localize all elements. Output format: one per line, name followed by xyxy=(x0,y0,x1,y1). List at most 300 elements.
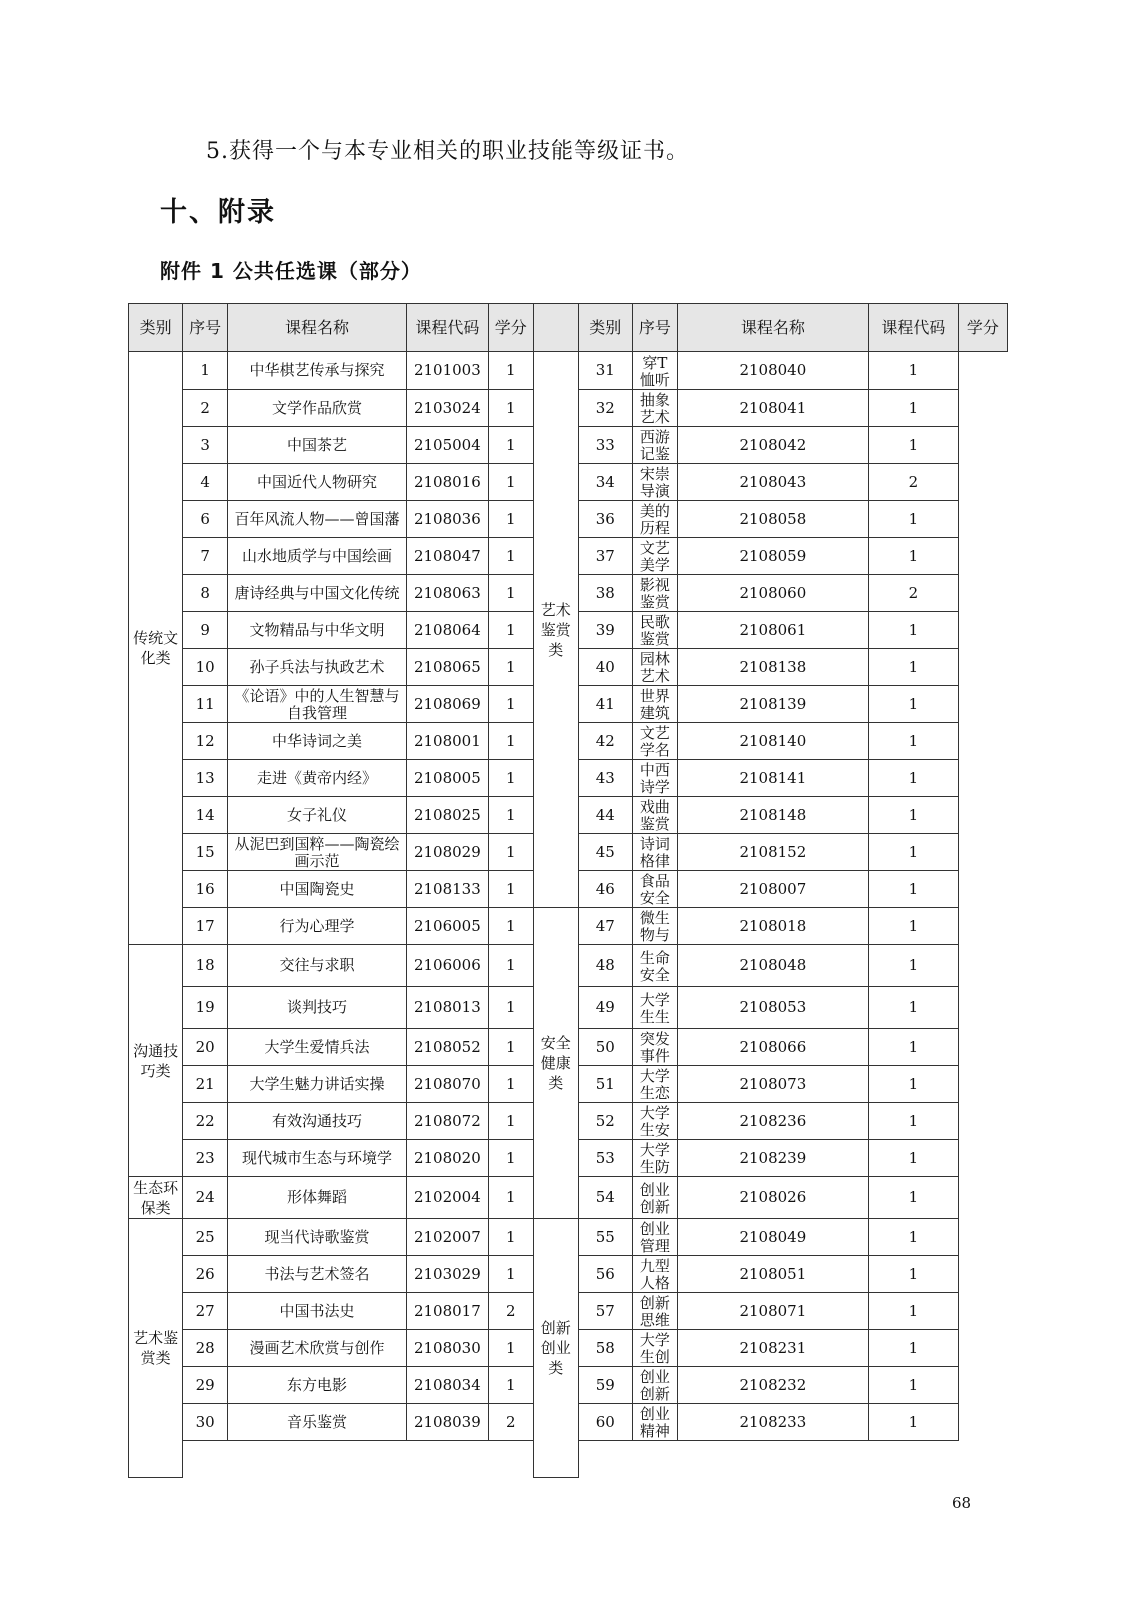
right-credit: 1 xyxy=(868,390,958,427)
right-course-code: 2108231 xyxy=(677,1330,868,1367)
left-course-name xyxy=(228,1103,407,1140)
right-course-code: 2108043 xyxy=(677,464,868,501)
left-course-code: 2108036 xyxy=(406,501,488,538)
elective-course-table xyxy=(128,303,1008,1478)
left-course-name xyxy=(228,1219,407,1256)
right-course-code: 2108066 xyxy=(677,1029,868,1066)
right-credit: 1 xyxy=(868,723,958,760)
left-number: 26 xyxy=(183,1256,228,1293)
left-number: 27 xyxy=(183,1293,228,1330)
right-course-name-text: 微生物与 xyxy=(639,910,670,942)
right-course-name-text: 大学生恋 xyxy=(639,1068,670,1100)
left-course-code: 2103024 xyxy=(406,390,488,427)
right-course-name xyxy=(632,1293,677,1330)
left-credit: 2 xyxy=(488,1404,533,1441)
right-credit: 1 xyxy=(868,1103,958,1140)
right-course-name xyxy=(632,1256,677,1293)
right-course-code: 2108041 xyxy=(677,390,868,427)
left-course-name-text: 唐诗经典与中国文化传统 xyxy=(234,584,400,602)
header-course-name-left: 课程名称 xyxy=(228,304,407,352)
right-credit: 1 xyxy=(868,1066,958,1103)
right-number: 56 xyxy=(578,1256,632,1293)
right-number: 52 xyxy=(578,1103,632,1140)
left-credit: 1 xyxy=(488,1367,533,1404)
right-course-code: 2108026 xyxy=(677,1177,868,1219)
right-number: 41 xyxy=(578,686,632,723)
left-credit: 1 xyxy=(488,1177,533,1219)
left-number: 18 xyxy=(183,945,228,987)
left-number: 16 xyxy=(183,871,228,908)
right-credit: 1 xyxy=(868,1177,958,1219)
left-credit: 1 xyxy=(488,390,533,427)
right-number: 31 xyxy=(578,352,632,390)
right-number: 50 xyxy=(578,1029,632,1066)
left-course-code: 2108017 xyxy=(406,1293,488,1330)
right-credit: 1 xyxy=(868,427,958,464)
right-credit: 1 xyxy=(868,797,958,834)
left-course-name xyxy=(228,686,407,723)
right-credit: 1 xyxy=(868,612,958,649)
left-course-name xyxy=(228,1404,407,1441)
right-course-name xyxy=(632,1103,677,1140)
right-course-code: 2108233 xyxy=(677,1404,868,1441)
left-number: 4 xyxy=(183,464,228,501)
right-course-name xyxy=(632,1330,677,1367)
left-course-name-text: 漫画艺术欣赏与创作 xyxy=(249,1339,385,1357)
right-course-code: 2108048 xyxy=(677,945,868,987)
right-number: 40 xyxy=(578,649,632,686)
left-course-name-text: 中华诗词之美 xyxy=(272,732,363,750)
right-course-name xyxy=(632,649,677,686)
right-course-code: 2108061 xyxy=(677,612,868,649)
left-course-code: 2108005 xyxy=(406,760,488,797)
right-course-code: 2108141 xyxy=(677,760,868,797)
right-credit: 1 xyxy=(868,987,958,1029)
right-course-code: 2108053 xyxy=(677,987,868,1029)
left-course-name-text: 现代城市生态与环境学 xyxy=(242,1149,393,1167)
left-course-name-text: 中国近代人物研究 xyxy=(257,473,378,491)
right-course-code: 2108060 xyxy=(677,575,868,612)
page-number: 68 xyxy=(952,1494,972,1512)
right-course-name xyxy=(632,945,677,987)
left-course-name xyxy=(228,760,407,797)
right-number: 57 xyxy=(578,1293,632,1330)
header-category-right: 类别 xyxy=(578,304,632,352)
left-course-name xyxy=(228,1029,407,1066)
left-course-name-text: 大学生爱情兵法 xyxy=(264,1038,370,1056)
left-course-name-text: 中国茶艺 xyxy=(287,436,348,454)
right-course-code: 2108239 xyxy=(677,1140,868,1177)
left-course-code: 2108072 xyxy=(406,1103,488,1140)
right-credit: 1 xyxy=(868,1404,958,1441)
left-credit: 1 xyxy=(488,871,533,908)
right-course-name xyxy=(632,612,677,649)
section-title: 十、附录 xyxy=(160,197,276,228)
left-course-name xyxy=(228,1140,407,1177)
left-course-name xyxy=(228,427,407,464)
right-course-name xyxy=(632,797,677,834)
right-course-code: 2108059 xyxy=(677,538,868,575)
left-course-name-text: 现当代诗歌鉴赏 xyxy=(264,1228,370,1246)
right-number: 55 xyxy=(578,1219,632,1256)
right-category-cell: 艺术鉴赏类 xyxy=(533,352,578,908)
right-course-code: 2108152 xyxy=(677,834,868,871)
left-course-name-text: 走进《黄帝内经》 xyxy=(257,769,378,787)
right-course-name xyxy=(632,352,677,390)
right-course-code: 2108232 xyxy=(677,1367,868,1404)
right-number: 42 xyxy=(578,723,632,760)
appendix-title: 附件 1 公共任选课（部分） xyxy=(160,259,422,283)
left-credit: 1 xyxy=(488,427,533,464)
right-number: 45 xyxy=(578,834,632,871)
right-credit: 1 xyxy=(868,1293,958,1330)
left-credit: 1 xyxy=(488,760,533,797)
left-number: 7 xyxy=(183,538,228,575)
right-course-name-text: 创新思维 xyxy=(639,1295,670,1327)
left-course-code: 2108047 xyxy=(406,538,488,575)
left-number: 21 xyxy=(183,1066,228,1103)
left-credit: 1 xyxy=(488,1219,533,1256)
right-course-name-text: 诗词格律 xyxy=(639,836,670,868)
right-credit: 1 xyxy=(868,1029,958,1066)
left-course-name-text: 书法与艺术签名 xyxy=(264,1265,370,1283)
right-course-name-text: 抽象艺术 xyxy=(639,392,670,424)
left-number: 14 xyxy=(183,797,228,834)
left-number: 9 xyxy=(183,612,228,649)
right-number: 34 xyxy=(578,464,632,501)
right-course-name xyxy=(632,1367,677,1404)
left-course-name-text: 山水地质学与中国绘画 xyxy=(242,547,393,565)
left-course-name-text: 形体舞蹈 xyxy=(287,1189,348,1206)
table-header-row xyxy=(129,304,1008,352)
left-course-name xyxy=(228,575,407,612)
left-course-name xyxy=(228,649,407,686)
right-course-name-text: 九型人格 xyxy=(639,1258,670,1290)
header-category-left: 类别 xyxy=(129,304,183,352)
right-course-name xyxy=(632,390,677,427)
left-number: 11 xyxy=(183,686,228,723)
left-course-code: 2108069 xyxy=(406,686,488,723)
left-course-name xyxy=(228,352,407,390)
right-category-cell: 安全健康类 xyxy=(533,908,578,1219)
left-credit: 1 xyxy=(488,352,533,390)
right-course-code: 2108140 xyxy=(677,723,868,760)
left-number: 6 xyxy=(183,501,228,538)
left-credit: 2 xyxy=(488,1293,533,1330)
left-course-code: 2108020 xyxy=(406,1140,488,1177)
right-course-code: 2108148 xyxy=(677,797,868,834)
right-number: 46 xyxy=(578,871,632,908)
right-course-code: 2108040 xyxy=(677,352,868,390)
right-number: 60 xyxy=(578,1404,632,1441)
right-course-code: 2108042 xyxy=(677,427,868,464)
left-course-name-text: 东方电影 xyxy=(287,1376,348,1394)
left-course-name-text: 大学生魅力讲话实操 xyxy=(249,1075,385,1093)
left-category-cell: 沟通技巧类 xyxy=(129,945,183,1177)
header-course-code-left: 课程代码 xyxy=(406,304,488,352)
right-course-code: 2108018 xyxy=(677,908,868,945)
right-course-name xyxy=(632,1404,677,1441)
table-row xyxy=(129,908,1008,945)
left-course-name-text: 百年风流人物——曾国藩 xyxy=(234,510,400,528)
header-number-right: 序号 xyxy=(632,304,677,352)
left-course-code: 2108063 xyxy=(406,575,488,612)
left-course-code: 2108016 xyxy=(406,464,488,501)
left-number: 1 xyxy=(183,352,228,390)
right-course-name xyxy=(632,538,677,575)
header-credit-right: 学分 xyxy=(958,304,1007,352)
left-category-cell: 传统文化类 xyxy=(129,352,183,945)
right-course-name-text: 穿T恤听 xyxy=(639,354,670,387)
right-course-code: 2108138 xyxy=(677,649,868,686)
right-credit: 1 xyxy=(868,1330,958,1367)
left-credit: 1 xyxy=(488,1029,533,1066)
left-course-code: 2108034 xyxy=(406,1367,488,1404)
right-number: 48 xyxy=(578,945,632,987)
right-course-name-text: 美的历程 xyxy=(639,503,670,535)
left-course-name xyxy=(228,1367,407,1404)
right-course-code: 2108236 xyxy=(677,1103,868,1140)
left-course-code: 2108039 xyxy=(406,1404,488,1441)
right-course-name-text: 创业管理 xyxy=(639,1221,670,1253)
right-course-name xyxy=(632,686,677,723)
left-course-code: 2108065 xyxy=(406,649,488,686)
left-course-code: 2106005 xyxy=(406,908,488,945)
left-course-code: 2108070 xyxy=(406,1066,488,1103)
right-course-name-text: 生命安全 xyxy=(639,949,670,982)
right-course-name-text: 突发事件 xyxy=(639,1031,670,1063)
right-course-name-text: 食品安全 xyxy=(639,873,670,905)
header-course-name-right: 课程名称 xyxy=(677,304,868,352)
right-course-name xyxy=(632,760,677,797)
right-course-name xyxy=(632,501,677,538)
right-credit: 2 xyxy=(868,464,958,501)
left-course-name-text: 文学作品欣赏 xyxy=(272,399,363,417)
left-course-name-text: 音乐鉴赏 xyxy=(287,1413,348,1431)
left-course-name xyxy=(228,1177,407,1219)
right-course-name-text: 创业创新 xyxy=(639,1369,670,1401)
left-credit: 1 xyxy=(488,723,533,760)
right-number: 58 xyxy=(578,1330,632,1367)
left-course-code: 2105004 xyxy=(406,427,488,464)
right-course-code: 2108139 xyxy=(677,686,868,723)
right-course-name xyxy=(632,464,677,501)
left-credit: 1 xyxy=(488,1256,533,1293)
right-course-name xyxy=(632,1177,677,1219)
left-credit: 1 xyxy=(488,1103,533,1140)
left-course-name xyxy=(228,908,407,945)
left-credit: 1 xyxy=(488,1066,533,1103)
left-number: 10 xyxy=(183,649,228,686)
right-number: 44 xyxy=(578,797,632,834)
left-number: 17 xyxy=(183,908,228,945)
right-number: 32 xyxy=(578,390,632,427)
left-credit: 1 xyxy=(488,1330,533,1367)
left-course-name xyxy=(228,538,407,575)
right-credit: 1 xyxy=(868,538,958,575)
left-course-name xyxy=(228,501,407,538)
left-course-code: 2108013 xyxy=(406,987,488,1029)
left-credit: 1 xyxy=(488,834,533,871)
right-course-name xyxy=(632,871,677,908)
right-course-name xyxy=(632,1066,677,1103)
left-course-name-text: 《论语》中的人生智慧与自我管理 xyxy=(234,688,400,720)
table-row xyxy=(129,352,1008,390)
left-number: 24 xyxy=(183,1177,228,1219)
right-course-name-text: 戏曲鉴赏 xyxy=(639,799,670,831)
right-number: 33 xyxy=(578,427,632,464)
left-course-name xyxy=(228,871,407,908)
right-course-name-text: 西游记鉴 xyxy=(639,429,670,461)
right-number: 59 xyxy=(578,1367,632,1404)
right-course-name-text: 影视鉴赏 xyxy=(639,577,670,609)
right-course-name xyxy=(632,1219,677,1256)
right-credit: 1 xyxy=(868,649,958,686)
right-course-code: 2108058 xyxy=(677,501,868,538)
right-category-cell: 创新创业类 xyxy=(533,1219,578,1478)
left-number: 2 xyxy=(183,390,228,427)
right-course-name xyxy=(632,1029,677,1066)
right-course-name-text: 创业创新 xyxy=(639,1181,670,1214)
left-credit: 1 xyxy=(488,797,533,834)
left-course-name xyxy=(228,723,407,760)
left-credit: 1 xyxy=(488,908,533,945)
left-course-code: 2108052 xyxy=(406,1029,488,1066)
header-course-code-right: 课程代码 xyxy=(868,304,958,352)
left-number: 8 xyxy=(183,575,228,612)
right-course-name-text: 大学生安 xyxy=(639,1105,670,1137)
right-course-name-text: 大学生防 xyxy=(639,1142,670,1174)
left-course-name xyxy=(228,390,407,427)
right-course-name xyxy=(632,987,677,1029)
left-course-name xyxy=(228,987,407,1029)
right-number: 39 xyxy=(578,612,632,649)
right-course-name-text: 中西诗学 xyxy=(639,762,670,794)
left-number: 13 xyxy=(183,760,228,797)
left-category-cell: 生态环保类 xyxy=(129,1177,183,1219)
left-number: 28 xyxy=(183,1330,228,1367)
right-course-code: 2108007 xyxy=(677,871,868,908)
right-course-name xyxy=(632,834,677,871)
right-course-code: 2108071 xyxy=(677,1293,868,1330)
left-course-name-text: 行为心理学 xyxy=(279,917,355,935)
right-credit: 1 xyxy=(868,1219,958,1256)
right-course-name-text: 民歌鉴赏 xyxy=(639,614,670,646)
left-course-name-text: 从泥巴到国粹——陶瓷绘画示范 xyxy=(234,836,400,868)
left-course-code: 2108030 xyxy=(406,1330,488,1367)
left-course-name-text: 孙子兵法与执政艺术 xyxy=(249,658,385,676)
left-credit: 1 xyxy=(488,987,533,1029)
left-course-name-text: 中国陶瓷史 xyxy=(279,880,355,898)
right-course-name xyxy=(632,575,677,612)
left-course-name xyxy=(228,1330,407,1367)
right-number: 43 xyxy=(578,760,632,797)
left-course-code: 2101003 xyxy=(406,352,488,390)
right-credit: 1 xyxy=(868,352,958,390)
left-course-code: 2108064 xyxy=(406,612,488,649)
right-number: 53 xyxy=(578,1140,632,1177)
right-course-name xyxy=(632,427,677,464)
left-course-code: 2108025 xyxy=(406,797,488,834)
left-number: 20 xyxy=(183,1029,228,1066)
left-course-code: 2108029 xyxy=(406,834,488,871)
left-credit: 1 xyxy=(488,945,533,987)
left-number: 22 xyxy=(183,1103,228,1140)
right-course-name-text: 宋崇导演 xyxy=(639,466,670,498)
left-number: 23 xyxy=(183,1140,228,1177)
right-course-code: 2108051 xyxy=(677,1256,868,1293)
left-course-code: 2103029 xyxy=(406,1256,488,1293)
header-credit-left: 学分 xyxy=(488,304,533,352)
left-number: 12 xyxy=(183,723,228,760)
table-row xyxy=(129,1219,1008,1256)
right-credit: 1 xyxy=(868,834,958,871)
right-credit: 1 xyxy=(868,945,958,987)
right-number: 47 xyxy=(578,908,632,945)
right-course-name-text: 世界建筑 xyxy=(639,688,670,720)
right-credit: 1 xyxy=(868,908,958,945)
left-course-name-text: 中国书法史 xyxy=(279,1302,355,1320)
right-number: 37 xyxy=(578,538,632,575)
right-course-code: 2108073 xyxy=(677,1066,868,1103)
header-number-left: 序号 xyxy=(183,304,228,352)
intro-line: 5.获得一个与本专业相关的职业技能等级证书。 xyxy=(206,139,689,164)
right-credit: 1 xyxy=(868,871,958,908)
left-course-name xyxy=(228,612,407,649)
left-course-name xyxy=(228,464,407,501)
left-credit: 1 xyxy=(488,538,533,575)
left-number: 29 xyxy=(183,1367,228,1404)
right-credit: 1 xyxy=(868,1367,958,1404)
left-course-name xyxy=(228,1256,407,1293)
left-credit: 1 xyxy=(488,649,533,686)
right-number: 54 xyxy=(578,1177,632,1219)
left-course-code: 2102007 xyxy=(406,1219,488,1256)
left-number: 30 xyxy=(183,1404,228,1441)
right-course-name-text: 大学生生 xyxy=(639,991,670,1024)
left-course-name xyxy=(228,945,407,987)
left-number: 25 xyxy=(183,1219,228,1256)
left-course-name-text: 谈判技巧 xyxy=(287,999,348,1016)
left-number: 3 xyxy=(183,427,228,464)
left-course-name xyxy=(228,1066,407,1103)
left-credit: 1 xyxy=(488,1140,533,1177)
left-number: 15 xyxy=(183,834,228,871)
right-course-name-text: 文艺美学 xyxy=(639,540,670,572)
left-course-name-text: 交往与求职 xyxy=(279,957,355,974)
right-course-name-text: 园林艺术 xyxy=(639,651,670,683)
left-credit: 1 xyxy=(488,501,533,538)
left-course-name xyxy=(228,797,407,834)
right-course-name-text: 创业精神 xyxy=(639,1406,670,1438)
left-course-code: 2108133 xyxy=(406,871,488,908)
right-course-name-text: 文艺学名 xyxy=(639,725,670,757)
left-course-name-text: 女子礼仪 xyxy=(287,806,348,824)
right-number: 36 xyxy=(578,501,632,538)
right-credit: 1 xyxy=(868,760,958,797)
right-course-name xyxy=(632,1140,677,1177)
left-credit: 1 xyxy=(488,686,533,723)
right-number: 49 xyxy=(578,987,632,1029)
left-course-code: 2102004 xyxy=(406,1177,488,1219)
right-course-name xyxy=(632,908,677,945)
left-category-cell: 艺术鉴赏类 xyxy=(129,1219,183,1478)
right-credit: 1 xyxy=(868,686,958,723)
left-course-name-text: 中华棋艺传承与探究 xyxy=(249,362,385,379)
right-number: 38 xyxy=(578,575,632,612)
right-credit: 1 xyxy=(868,1140,958,1177)
left-course-name xyxy=(228,1293,407,1330)
